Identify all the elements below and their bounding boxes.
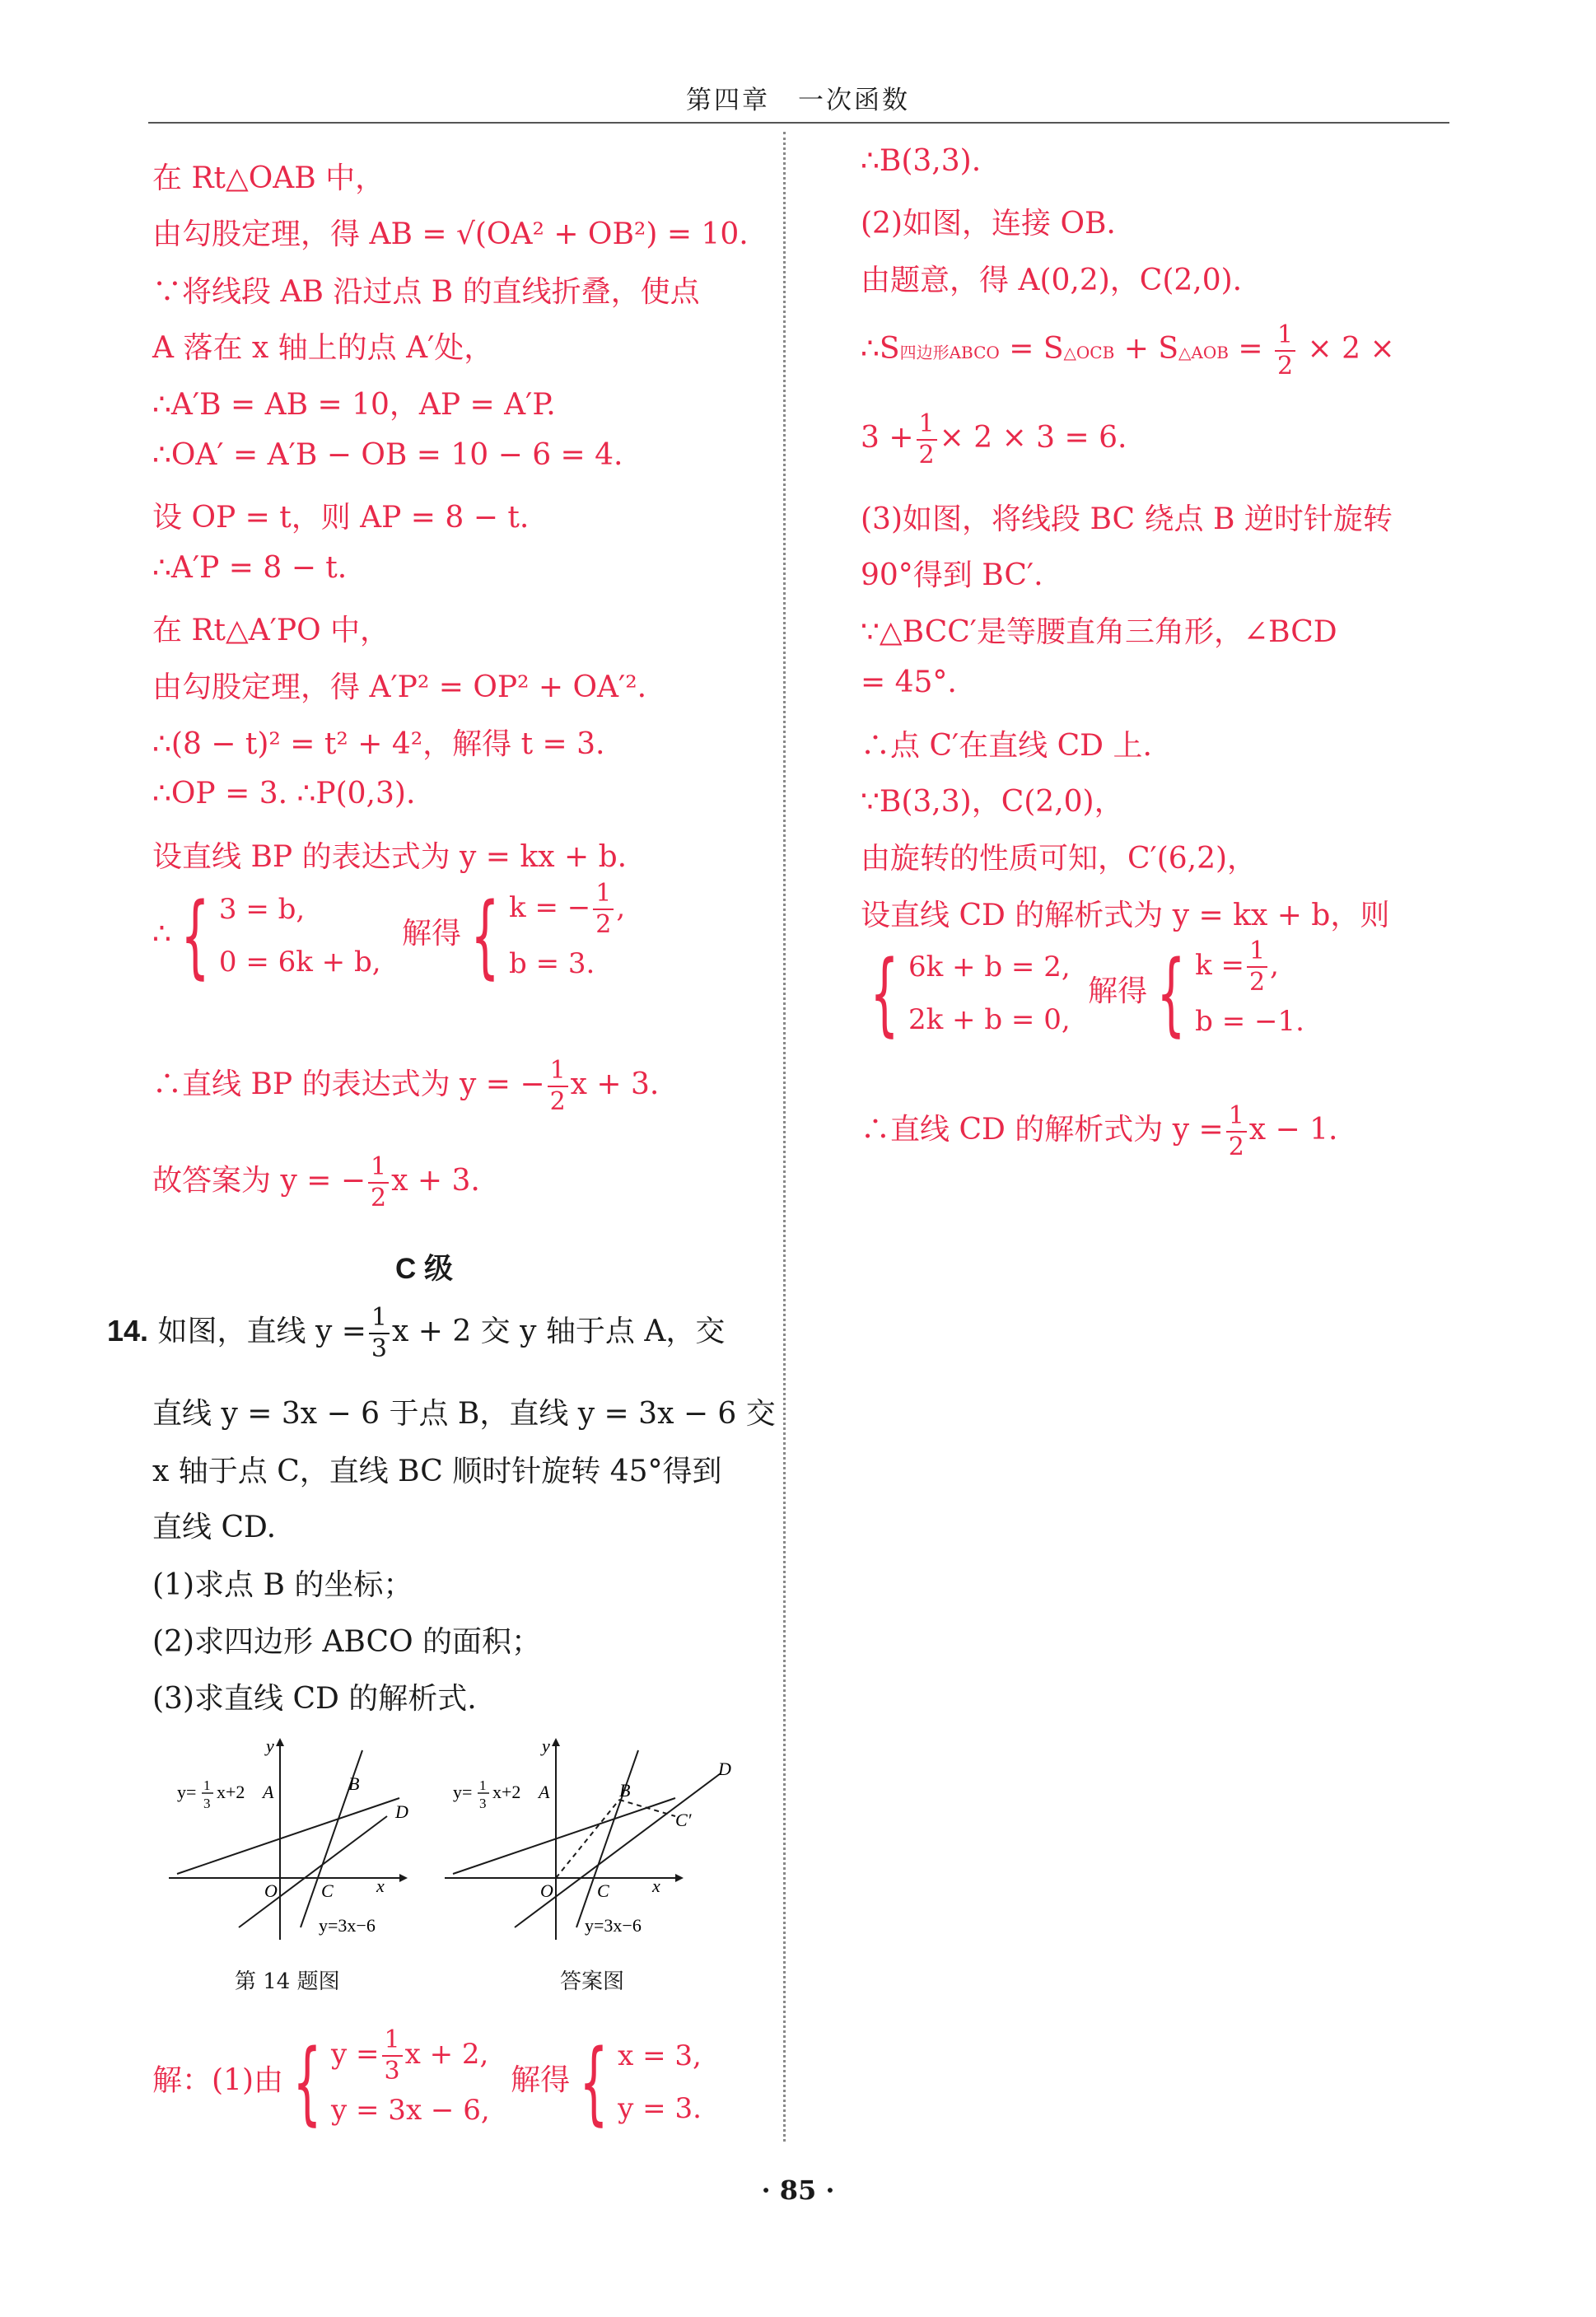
y-label: y bbox=[266, 1735, 274, 1756]
system-eq-2: 0 = 6k + b, bbox=[218, 946, 381, 979]
answer-line: ∴A′P = 8 − t. bbox=[152, 551, 348, 585]
system-solution bbox=[509, 881, 625, 991]
line-y-third-x-plus-2 bbox=[177, 1798, 399, 1874]
system-eq-2: 2k + b = 0, bbox=[908, 1003, 1071, 1037]
fig-frac-den: 3 bbox=[479, 1796, 487, 1811]
system-eq-1: y = $\frac{1}{3}$ x + 2, bbox=[331, 2025, 489, 2086]
page-number: · 85 · bbox=[761, 2175, 835, 2206]
line-label: y=3x−6 bbox=[585, 1915, 642, 1936]
point-a-label: A bbox=[263, 1782, 274, 1802]
column-divider bbox=[783, 132, 786, 2142]
line-cd bbox=[239, 1816, 387, 1927]
point-b-label: B bbox=[619, 1780, 631, 1801]
solve-label: 解得 bbox=[1088, 974, 1148, 1009]
system-solution bbox=[618, 2030, 702, 2136]
system-lines bbox=[908, 941, 1071, 1047]
question-line: 直线 CD. bbox=[152, 1511, 277, 1544]
answer-line: 由勾股定理，得 A′P² = OP² + OA′². bbox=[152, 670, 647, 704]
answer-line: ∴A′B = AB = 10，AP = A′P. bbox=[152, 388, 556, 422]
therefore-symbol: ∴ bbox=[152, 917, 171, 951]
answer-line: ∵B(3,3)，C(2,0)， bbox=[861, 785, 1124, 819]
fraction: $\frac{1}{2}$ bbox=[368, 1155, 389, 1211]
answer-line: 故答案为 y = − $\frac{1}{2}$ x + 3. bbox=[152, 1152, 480, 1212]
answer-line: ∵将线段 AB 沿过点 B 的直线折叠，使点 bbox=[152, 275, 700, 309]
fraction: $\frac{1}{2}$ bbox=[1247, 939, 1267, 995]
answer-line: 设直线 BP 的表达式为 y = kx + b. bbox=[152, 840, 628, 874]
question-line: 14. 如图，直线 y = $\frac{1}{3}$ x + 2 交 y 轴于点 A，交 bbox=[107, 1303, 726, 1363]
solution-b: b = 3. bbox=[509, 947, 595, 980]
point-b-label: B bbox=[348, 1773, 360, 1794]
equation-system bbox=[861, 939, 1304, 1049]
question-line: x 轴于点 C，直线 BC 顺时针旋转 45°得到 bbox=[152, 1455, 722, 1488]
eq-label: y= bbox=[177, 1782, 197, 1802]
solution-label: 解：(1)由 bbox=[152, 2063, 283, 2098]
figure-question-14 bbox=[161, 1734, 424, 1948]
question-line: 直线 y = 3x − 6 于点 B，直线 y = 3x − 6 交 bbox=[152, 1397, 776, 1431]
answer-line: 由旋转的性质可知，C′(6,2)， bbox=[861, 842, 1258, 876]
solve-label: 解得 bbox=[511, 2063, 571, 2098]
fraction: $\frac{1}{3}$ bbox=[382, 2028, 403, 2084]
figure-answer bbox=[436, 1734, 741, 1948]
question-part: (2)求四边形 ABCO 的面积； bbox=[152, 1625, 542, 1659]
system-lines bbox=[331, 2025, 490, 2137]
solution-y: y = 3. bbox=[618, 2092, 702, 2126]
y-label: y bbox=[542, 1735, 550, 1756]
answer-line: ∴直线 BP 的表达式为 y = − $\frac{1}{2}$ x + 3. bbox=[152, 1056, 660, 1116]
fraction: $\frac{1}{2}$ bbox=[917, 412, 937, 468]
answer-line: ∴(8 − t)² = t² + 4²，解得 t = 3. bbox=[152, 727, 605, 761]
answer-line: ∴OA′ = A′B − OB = 10 − 6 = 4. bbox=[152, 438, 623, 472]
fraction: $\frac{1}{2}$ bbox=[1275, 323, 1295, 379]
question-number: 14. bbox=[107, 1314, 149, 1348]
solution-system bbox=[152, 2025, 702, 2137]
x-axis-arrow bbox=[399, 1874, 408, 1882]
segment-ob bbox=[556, 1800, 619, 1878]
figure-caption: 第 14 题图 bbox=[235, 1969, 340, 1994]
line-label: y=3x−6 bbox=[319, 1915, 376, 1936]
answer-line: 由题意，得 A(0,2)，C(2,0). bbox=[861, 264, 1243, 297]
fraction: $\frac{1}{3}$ bbox=[369, 1306, 390, 1362]
figure-caption: 答案图 bbox=[560, 1969, 625, 1994]
origin-label: O bbox=[540, 1880, 553, 1901]
equation-system bbox=[152, 881, 625, 991]
system-eq-2: y = 3x − 6, bbox=[331, 2094, 490, 2127]
answer-line: ∵△BCC′是等腰直角三角形，∠BCD bbox=[861, 615, 1337, 649]
system-solution bbox=[1195, 939, 1304, 1049]
system-eq-1: 3 = b, bbox=[218, 892, 306, 926]
x-axis-arrow bbox=[675, 1874, 684, 1882]
answer-line: ∴B(3,3). bbox=[861, 144, 982, 178]
answer-line: 在 Rt△OAB 中， bbox=[152, 161, 385, 195]
fig-frac-num: 1 bbox=[479, 1777, 487, 1793]
brace: { bbox=[1156, 941, 1186, 1047]
question-part: (3)求直线 CD 的解析式. bbox=[152, 1682, 477, 1716]
area-formula: ∴S四边形ABCO = S△OCB + S△AOB = $\frac{1}{2}$ × 2 × bbox=[861, 320, 1395, 381]
eq-label-rest: x+2 bbox=[492, 1782, 521, 1802]
brace: { bbox=[870, 941, 899, 1047]
header-rule bbox=[148, 122, 1449, 124]
solution-k: k = − $\frac{1}{2}$ , bbox=[509, 879, 626, 939]
section-level: C 级 bbox=[395, 1253, 454, 1285]
answer-line: A 落在 x 轴上的点 A′处， bbox=[152, 331, 494, 365]
y-axis-arrow bbox=[552, 1738, 560, 1746]
area-formula-cont: 3 + $\frac{1}{2}$ × 2 × 3 = 6. bbox=[861, 409, 1127, 469]
answer-line: ∴OP = 3. ∴P(0,3). bbox=[152, 777, 416, 810]
answer-line: ∴点 C′在直线 CD 上. bbox=[861, 729, 1152, 763]
x-label: x bbox=[652, 1876, 660, 1896]
brace: { bbox=[292, 2030, 322, 2136]
system-eq-1: 6k + b = 2, bbox=[908, 950, 1071, 983]
answer-line: (3)如图，将线段 BC 绕点 B 逆时针旋转 bbox=[861, 502, 1393, 536]
answer-line: 在 Rt△A′PO 中， bbox=[152, 614, 390, 647]
brace: { bbox=[579, 2030, 609, 2136]
eq-label: y= bbox=[453, 1782, 473, 1802]
solution-x: x = 3, bbox=[618, 2039, 702, 2072]
answer-line: 设直线 CD 的解析式为 y = kx + b，则 bbox=[861, 899, 1390, 932]
eq-label-rest: x+2 bbox=[217, 1782, 245, 1802]
point-c-prime-label: C′ bbox=[675, 1810, 692, 1830]
origin-label: O bbox=[264, 1880, 278, 1901]
brace: { bbox=[470, 883, 500, 989]
y-axis-arrow bbox=[276, 1738, 284, 1746]
line-y-third-x-plus-2 bbox=[453, 1798, 675, 1874]
fig-frac-den: 3 bbox=[203, 1796, 211, 1811]
point-d-label: D bbox=[718, 1759, 731, 1779]
solution-k: k = $\frac{1}{2}$ , bbox=[1195, 937, 1279, 997]
point-a-label: A bbox=[539, 1782, 550, 1802]
answer-line: (2)如图，连接 OB. bbox=[861, 207, 1116, 241]
chapter-header: 第四章 一次函数 bbox=[686, 86, 910, 115]
answer-line: 设 OP = t，则 AP = 8 − t. bbox=[152, 501, 530, 535]
answer-line: 90°得到 BC′. bbox=[861, 558, 1043, 592]
solution-b: b = −1. bbox=[1195, 1005, 1304, 1038]
fraction: $\frac{1}{2}$ bbox=[1226, 1104, 1247, 1160]
point-c-label: C bbox=[597, 1880, 609, 1901]
answer-line: = 45°. bbox=[861, 666, 957, 699]
fraction: $\frac{1}{2}$ bbox=[593, 881, 614, 937]
fig-frac-num: 1 bbox=[203, 1777, 211, 1793]
solve-label: 解得 bbox=[402, 917, 462, 951]
question-part: (1)求点 B 的坐标； bbox=[152, 1568, 413, 1602]
brace: { bbox=[180, 883, 210, 989]
point-d-label: D bbox=[395, 1801, 408, 1822]
fraction: $\frac{1}{2}$ bbox=[548, 1058, 568, 1114]
system-lines bbox=[219, 883, 381, 989]
answer-line: ∴直线 CD 的解析式为 y = $\frac{1}{2}$ x − 1. bbox=[861, 1101, 1338, 1161]
point-c-label: C bbox=[321, 1880, 334, 1901]
x-label: x bbox=[376, 1876, 385, 1896]
answer-line: 由勾股定理，得 AB = √(OA² + OB²) = 10. bbox=[152, 217, 749, 251]
